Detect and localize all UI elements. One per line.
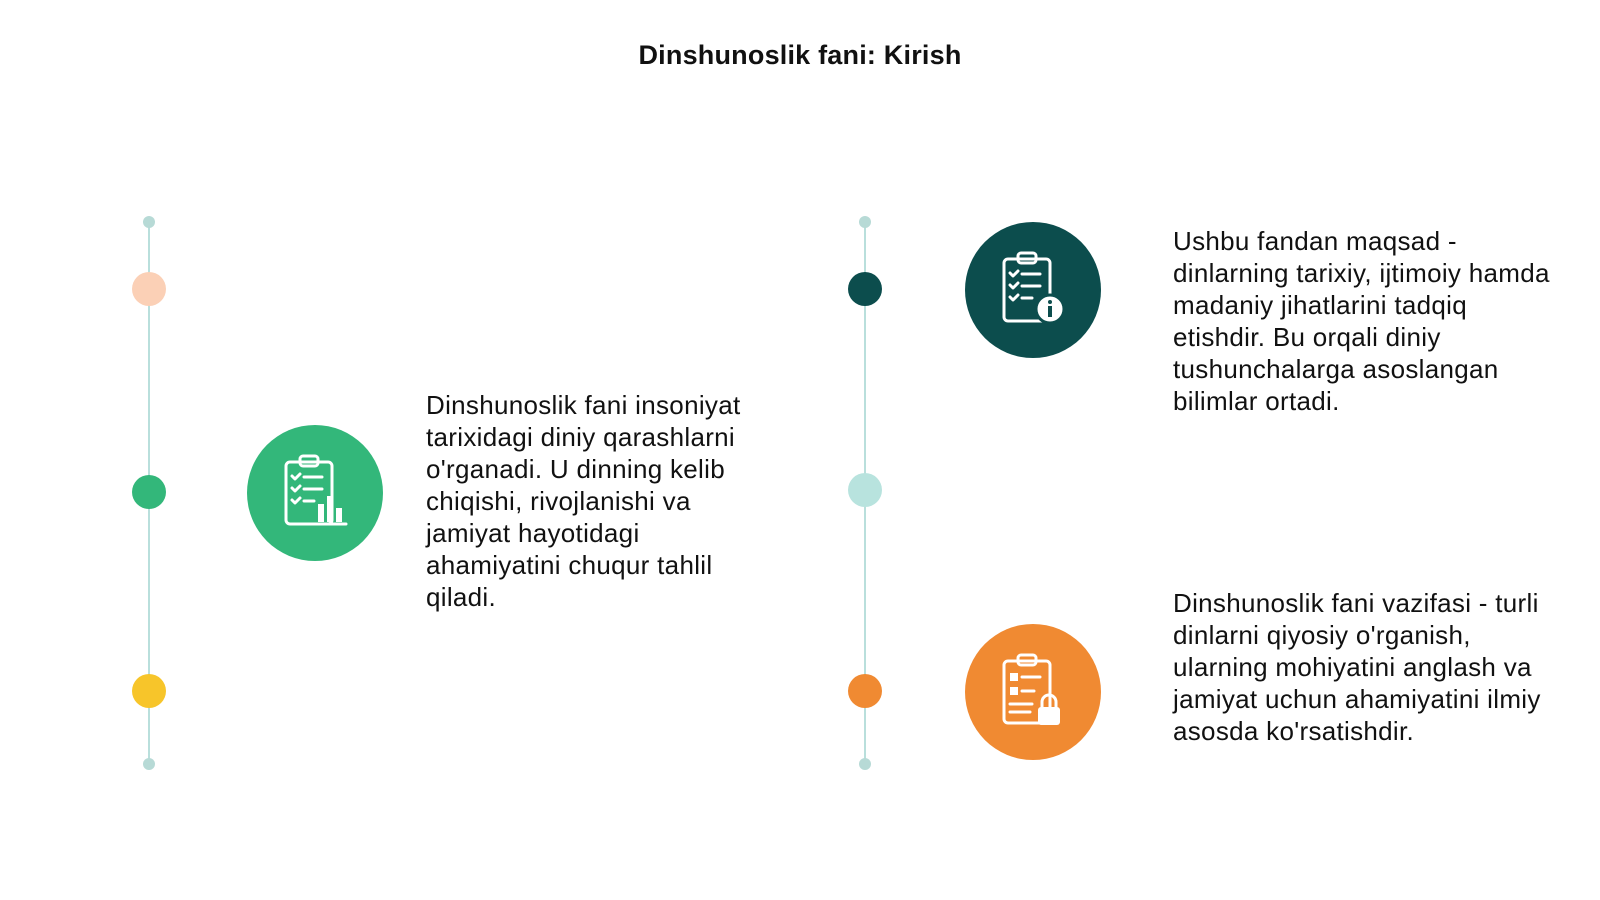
timeline-right-dot-mint [848,473,882,507]
timeline-left-top-cap [143,216,155,228]
timeline-left-dot-yellow [132,674,166,708]
clipboard-chart-icon [272,450,358,536]
item-1-icon-circle [247,425,383,561]
item-3-icon-circle [965,624,1101,760]
item-2-description: Ushbu fandan maqsad - dinlarning tarixiy, ijtimoiy hamda madaniy jihatlarini tadqiq etishdir. Bu orqali diniy tushunchalarga asoslangan bilimlar ortadi. [1173,226,1550,416]
item-3-description: Dinshunoslik fani vazifasi - turli dinlarni qiyosiy o'rganish, ularning mohiyatini anglash va jamiyat uchun ahamiyatini ilmiy asosda ko'rsatishdir. [1173,588,1541,746]
clipboard-lock-icon [990,649,1076,735]
timeline-left-dot-green [132,475,166,509]
clipboard-info-icon [990,247,1076,333]
timeline-left-dot-peach [132,272,166,306]
timeline-right-dot-teal [848,272,882,306]
page-title: Dinshunoslik fani: Kirish [638,40,962,70]
item-2-icon-circle [965,222,1101,358]
timeline-left-bottom-cap [143,758,155,770]
timeline-right-bottom-cap [859,758,871,770]
timeline-right-dot-orange [848,674,882,708]
timeline-right-top-cap [859,216,871,228]
item-1-description: Dinshunoslik fani insoniyat tarixidagi diniy qarashlarni o'rganadi. U dinning kelib chiqishi, rivojlanishi va jamiyat hayotidagi ahamiyatini chuqur tahlil qiladi. [426,390,741,612]
